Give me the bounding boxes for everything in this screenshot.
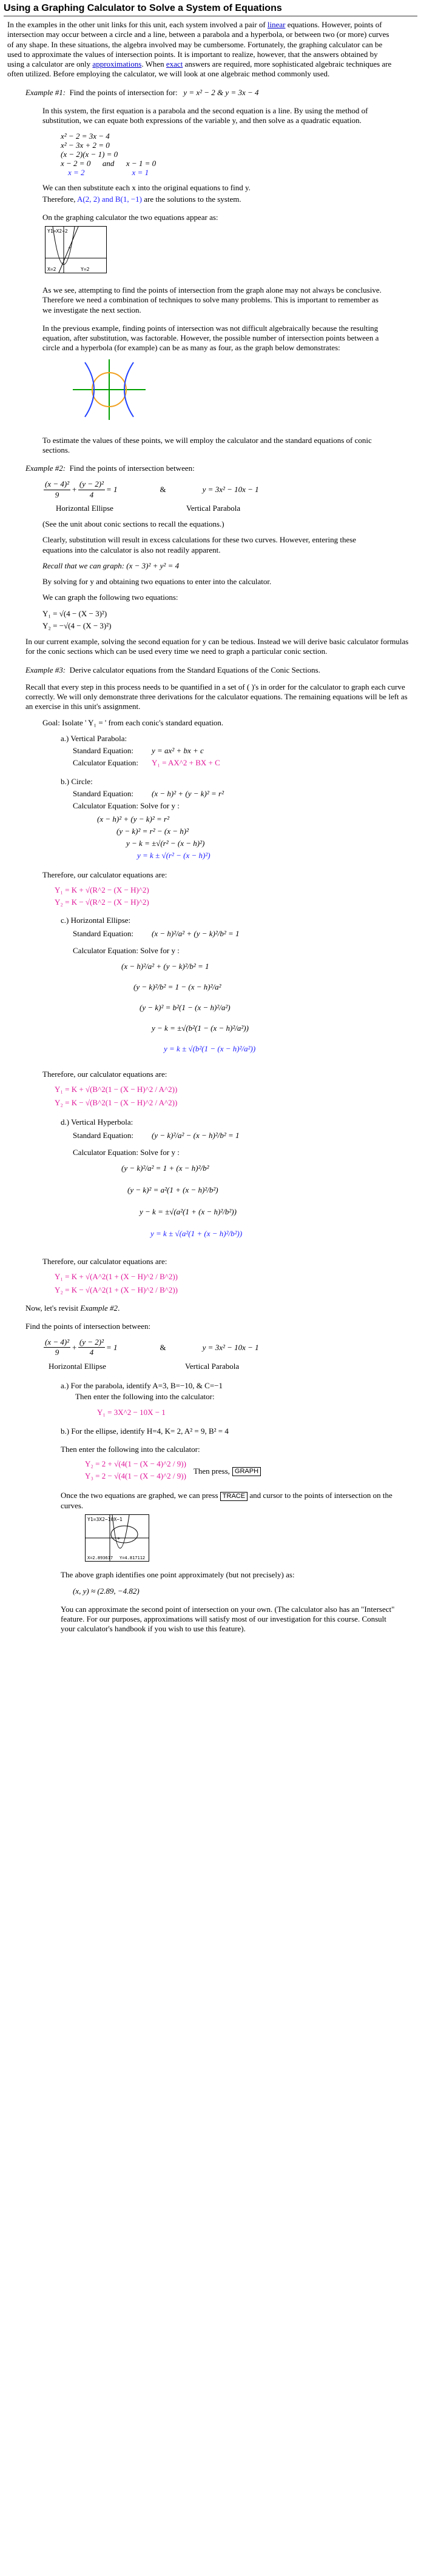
screen-y-readout: Y=2 — [81, 267, 90, 272]
calc-eq-label: Calculator Equation: Solve for y : — [73, 1148, 180, 1157]
frac-num: (y − 2)² — [78, 479, 105, 490]
example-1-text-2: We can then substitute each x into the original equations to find y. — [42, 183, 251, 193]
frac-den: 9 — [55, 1348, 59, 1357]
derivation-step: (y − k)²/a² = 1 + (x − h)²/b² — [121, 1163, 209, 1173]
ellipse-calculator-equations — [0, 1070, 421, 1117]
intro-paragraph — [0, 20, 403, 79]
example-2-label: Example #2: — [25, 464, 66, 473]
calc-eq-y1: Y₁ = K + √(R^2 − (X − H)^2) — [55, 885, 149, 894]
example-2-text-5: We can graph the following two equations: — [42, 593, 178, 602]
calc-eq-y1: Y₁ = 3X^2 − 10X − 1 — [97, 1408, 166, 1417]
revisit-system: $\frac{\text{(x − 4)²}}{9}$ + $\frac{\text{(y − 2)²}}{4}$ = 1 & y = 3x² − 10x − 1 — [45, 1337, 259, 1357]
screen-top-label: Y1=X2−2 — [47, 228, 68, 234]
example-1-system: y = x² − 2 & y = 3x − 4 — [183, 87, 259, 97]
circle-calculator-equations — [0, 870, 421, 915]
calculator-screen-parabola-line — [45, 226, 107, 273]
frac-num: (x − 4)² — [44, 1337, 70, 1348]
example-1-text-4: As we see, attempting to find the points of intersection from the graph alone may not always be conclusive. Therefore we need a combination of techniques to solve many problems. This is important to remember as we investigate the next section. — [42, 285, 382, 315]
calc-eq-y2: Y₂ = 2 + √(4(1 − (X − 4)^2 / 9)) — [85, 1459, 186, 1468]
step-b-text: b.) For the ellipse, identify H=4, K= 2, A² = 9, B² = 4 — [61, 1426, 229, 1436]
calc-eq-label: Calculator Equation: — [73, 758, 138, 768]
step-line: x − 2 = 0 and x − 1 = 0 — [61, 159, 157, 168]
example-3-prompt: Derive calculator equations from the Standard Equations of the Conic Sections. — [69, 665, 320, 674]
caption-ellipse: Horizontal Ellipse — [56, 503, 113, 513]
therefore-label: Therefore, our calculator equations are: — [42, 1257, 167, 1266]
derivation-result: y = k ± √(a²(1 + (x − h)²/b²)) — [150, 1229, 243, 1239]
calc-eq-label: Calculator Equation: Solve for y : — [73, 801, 180, 810]
ampersand: & — [160, 484, 166, 494]
example-2-captions — [0, 504, 421, 513]
example-2-text-2: Clearly, substitution will result in excess calculations for these two curves. However, entering these equations into the calculator is also not readily apparent. — [42, 535, 357, 554]
parabola-equation: y = 3x² − 10x − 1 — [202, 1342, 259, 1352]
revisit-section — [0, 1303, 421, 1332]
parabola-equation: y = 3x² − 10x − 1 — [202, 484, 259, 494]
section-a-title: a.) Vertical Parabola: — [61, 733, 127, 743]
derivation-step: (x − h)²/a² + (y − k)²/b² = 1 — [121, 962, 209, 971]
std-eq-label: Standard Equation: — [73, 746, 134, 755]
calc-eq-y2: Y₂ = −√(4 − (X − 3)²) — [42, 621, 112, 630]
section-vertical-parabola — [0, 734, 421, 768]
example-2-text-3: Recall that we can graph: (x − 3)² + y² = 4 — [42, 561, 180, 570]
example-1-steps — [42, 131, 388, 177]
example-1-prompt: Find the points of intersection for: — [69, 87, 178, 97]
derivation-result: y = k ± √(r² − (x − h)²) — [137, 851, 210, 860]
goal-line — [0, 718, 388, 728]
example-1-text-6: To estimate the values of these points, we will employ the calculator and the standard equations of conic sections. — [42, 435, 372, 454]
example-2-system: $\frac{\text{(x − 4)²}}{9}$ + $\frac{\text{(y − 2)²}}{4}$ = 1 & y = 3x² − 10x − 1 — [45, 479, 259, 499]
section-circle — [0, 777, 421, 865]
calc-eq-y1: Y₁ = K + √(B^2(1 − (X − H)^2 / A^2)) — [55, 1084, 178, 1094]
trace-instructions — [0, 1491, 400, 1634]
hyperbola-calculator-equations — [0, 1257, 421, 1303]
section-vertical-hyperbola — [0, 1117, 421, 1254]
revisit-example-ref: Example #2 — [80, 1303, 118, 1313]
example-3-header — [0, 665, 421, 712]
frac-num: (y − 2)² — [78, 1337, 105, 1348]
eq-rhs: = 1 — [106, 484, 118, 494]
calc-eq-y2: Y₂ = K − √(A^2(1 + (X − H)^2 / B^2)) — [55, 1285, 178, 1294]
then-text: Then enter the following into the calculator: — [61, 1444, 200, 1454]
example-2-conclusion — [0, 637, 421, 657]
revisit-steps — [0, 1381, 400, 1436]
intro-text-2: equations. However, points of intersection may occur between a circle and a line, between a parabola and a hyperbola, or between two (or more) curves of any shape. In these situations, the algebra involved may be cumbersome. Fortunately, the graphing calculator can be used to approximate the values of intersection points. It is important to realize, however, that the answers obtained by using a calculator are only — [7, 20, 389, 68]
example-1-body — [0, 106, 388, 455]
example-1-text-1: In this system, the first equation is a parabola and the second equation is a line. By using the method of substitution, we can equate both expressions of the variable y, and then solve as a quadratic equation. — [42, 105, 368, 125]
caption-parabola: Vertical Parabola — [184, 1361, 240, 1371]
frac-den: 4 — [89, 1348, 94, 1357]
frac-den: 4 — [89, 490, 94, 499]
link-approximations[interactable]: approximations — [92, 59, 142, 68]
step-line: x² − 2 = 3x − 4 — [61, 131, 110, 141]
example-2-text-4: By solving for y and obtaining two equations to enter into the calculator. — [42, 577, 272, 586]
section-c-title: c.) Horizontal Ellipse: — [61, 915, 131, 925]
derivation-step: (y − k)² = b²(1 − (x − h)²/a²) — [140, 1003, 231, 1013]
trace-text-1: Once the two equations are graphed, we can press — [61, 1491, 220, 1500]
example-3-text-1: Recall that every step in this process needs to be quantified in a set of ( )'s in order for the calculator to graph each curve correctly. We will only demonstrate three derivations for the calculator equations. The remaining equations will be left as an exercise in this unit's assignment. — [25, 682, 408, 711]
calc-eq-y1: Y₁ = K + √(A^2(1 + (X − H)^2 / B^2)) — [55, 1271, 178, 1281]
screen-y-readout: Y=4.817112 — [120, 1556, 146, 1561]
example-1-text-3: On the graphing calculator the two equations appear as: — [42, 212, 218, 222]
trace-cursor-icon: + — [117, 1536, 121, 1542]
derivation-step: (y − k)²/b² = 1 − (x − h)²/a² — [133, 982, 221, 992]
intro-text-1: In the examples in the other unit links for this unit, each system involved a pair of — [7, 20, 268, 29]
calc-eq-y1: Y₁ = √(4 − (X − 3)²) — [42, 608, 107, 618]
section-horizontal-ellipse — [0, 916, 421, 1067]
derivation-step: (y − k)² = a²(1 + (x − h)²/b²) — [127, 1185, 218, 1195]
derivation-result: y = k ± √(b²(1 − (x − h)²/a²)) — [164, 1044, 256, 1054]
link-exact[interactable]: exact — [166, 59, 183, 68]
std-eq: (y − k)²/a² − (x − h)²/b² = 1 — [152, 1130, 240, 1140]
derivation-step: (y − k)² = r² − (x − h)² — [116, 827, 189, 836]
example-2-prompt: Find the points of intersection between: — [69, 464, 195, 473]
caption-parabola: Vertical Parabola — [186, 503, 241, 513]
screen-x-readout: X=2 — [47, 267, 56, 272]
derivation-step: y − k = ±√(b²(1 − (x − h)²/a²)) — [152, 1023, 249, 1033]
example-2-text-1: (See the unit about conic sections to recall the equations.) — [42, 519, 224, 528]
ampersand: & — [160, 1342, 166, 1352]
derivation-step: y − k = ±√(a²(1 + (x − h)²/b²)) — [140, 1207, 237, 1217]
intro-text-3: . When — [141, 59, 166, 68]
section-b-title: b.) Circle: — [61, 776, 93, 786]
derivation-step: y − k = ±√(r² − (x − h)²) — [126, 839, 205, 848]
graph-key-button[interactable]: GRAPH — [232, 1467, 261, 1476]
press-text: Then press, — [193, 1466, 230, 1476]
std-eq-label: Standard Equation: — [73, 1130, 134, 1140]
revisit-captions — [0, 1362, 421, 1371]
link-linear[interactable]: linear — [267, 20, 286, 29]
calc-eq-y3: Y₃ = 2 − √(4(1 − (X − 4)^2 / 9)) — [85, 1471, 186, 1480]
frac-den: 9 — [55, 490, 59, 499]
example-2-body — [0, 519, 388, 631]
approx-point: (x, y) ≈ (2.89, −4.82) — [73, 1586, 140, 1596]
std-eq: (x − h)²/a² + (y − k)²/b² = 1 — [152, 928, 240, 938]
therefore-text: Therefore, — [42, 194, 78, 204]
intro-text-4: answers are required, more sophisticated algebraic techniques are often utilized. Before employing the calculator, we will look at one algebraic method commonly used. — [7, 59, 392, 79]
example-2-header — [0, 464, 421, 473]
std-eq-label: Standard Equation: — [73, 928, 134, 938]
page-title: Using a Graphing Calculator to Solve a System of Equations — [4, 3, 282, 13]
frac-num: (x − 4)² — [44, 479, 70, 490]
calculator-screen-ellipse-parabola — [85, 1514, 149, 1562]
example-1-text-5: In the previous example, finding points of intersection was not difficult algebraically because the resulting equation, after substitution, was factorable. However, the possible number of intersection points between a circle and a hyperbola (for example) can be as many as four, as the graph below demonstrates: — [42, 323, 379, 353]
derivation-step: (x − h)² + (y − k)² = r² — [97, 814, 169, 824]
example-3-label: Example #3: — [25, 665, 66, 674]
final-text: You can approximate the second point of intersection on your own. (The calculator also has an "Intersect" feature. For our purposes, approximations will satisfy most of our investigation for this course. Consult your calculator's handbook if you wish to use this feature). — [61, 1604, 395, 1634]
example-1-label: Example #1: — [25, 87, 66, 97]
screen-top-label: Y1=3X2−10X−1 — [87, 1517, 123, 1523]
step-a-text-2: Then enter the following into the calculator: — [75, 1392, 215, 1401]
eq-rhs: = 1 — [106, 1342, 118, 1352]
step-line: x² − 3x + 2 = 0 — [61, 141, 110, 150]
step-line: (x − 2)(x − 1) = 0 — [61, 150, 118, 159]
example-2-text-6: In our current example, solving the second equation for y can be tedious. Instead we will derive basic calculator formulas for the conic sections which can be used every time we need to graph a particular conic section. — [25, 637, 409, 656]
trace-key-button[interactable]: TRACE — [220, 1492, 248, 1501]
std-eq-label: Standard Equation: — [73, 788, 134, 798]
screen-x-readout: X=2.893617 — [87, 1556, 113, 1561]
calc-eq-label: Calculator Equation: Solve for y : — [73, 946, 180, 955]
std-eq: (x − h)² + (y − k)² = r² — [152, 788, 224, 798]
solutions-text: are the solutions to the system. — [142, 194, 241, 204]
caption-ellipse: Horizontal Ellipse — [49, 1361, 106, 1371]
std-eq: y = ax² + bx + c — [152, 746, 204, 755]
example-1-header — [0, 88, 421, 98]
revisit-text: Now, let's revisit — [25, 1303, 81, 1313]
step-a-text: a.) For the parabola, identify A=3, B=−10, & C=−1 — [61, 1380, 223, 1390]
trace-cursor-icon: + — [68, 245, 72, 251]
revisit-prompt: Find the points of intersection between: — [25, 1321, 151, 1331]
solution-points: A(2, 2) and B(1, −1) — [77, 194, 143, 204]
therefore-label: Therefore, our calculator equations are: — [42, 870, 167, 880]
goal-text: Goal: Isolate ' Y₁ = ' from each conic's standard equation. — [42, 717, 224, 727]
section-d-title: d.) Vertical Hyperbola: — [61, 1117, 133, 1127]
step-line-solution: x = 2 x = 1 — [68, 168, 149, 178]
calc-eq-y2: Y₂ = K − √(R^2 − (X − H)^2) — [55, 897, 149, 907]
calc-eq-y2: Y₂ = K − √(B^2(1 − (X − H)^2 / A^2)) — [55, 1097, 178, 1107]
revisit-period: . — [118, 1303, 120, 1313]
approx-text: The above graph identifies one point approximately (but not precisely) as: — [61, 1570, 295, 1580]
circle-hyperbola-diagram — [73, 359, 146, 420]
calc-eq: Y₁ = AX^2 + BX + C — [152, 758, 220, 768]
therefore-label: Therefore, our calculator equations are: — [42, 1070, 167, 1079]
trace-text-2: and cursor to the points of intersection on the curves. — [61, 1491, 392, 1510]
revisit-ellipse-entry — [0, 1445, 400, 1483]
